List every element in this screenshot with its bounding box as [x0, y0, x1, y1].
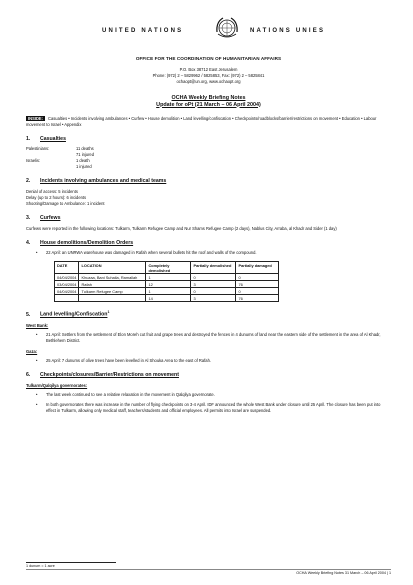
tulkarm-qalqilya-label: Tulkarm/Qalqilya governorates: — [26, 382, 88, 388]
col-completely-demolished: Completely demolished — [146, 262, 191, 274]
table-total-row: 14 3 76 — [55, 295, 279, 302]
address-line: P.O. Box 38712 East Jerusalem — [179, 67, 238, 72]
inside-summary — [26, 116, 391, 128]
bullet-icon: • — [36, 250, 38, 255]
section-heading-ambulances: 2. Incidents involving ambulances and medical teams — [26, 178, 167, 184]
un-name-english: UNITED NATIONS — [102, 28, 184, 34]
bullet-icon: • — [36, 401, 38, 407]
demolition-bullet: • 22 April: an UNRWA warehouse was damaged in Rafah when several bullets hit the roof and walls of the compound. — [36, 250, 257, 255]
west-bank-label: West Bank: — [26, 322, 49, 328]
letterhead — [26, 14, 391, 54]
checkpoint-bullet: • The last week continued to see a relative relaxation in the movement in Qalqilya governorate. — [36, 391, 215, 397]
bullet-icon: • — [36, 391, 38, 397]
page-footer: OCHA Weekly Briefing Notes 31 March – 06 April 2004 | 1 — [296, 571, 391, 575]
section-title: Incidents involving ambulances and medical teams — [40, 178, 167, 184]
footnote-marker: 1 — [107, 310, 110, 314]
table-row: 04/04/2004 Khuzaa, Bani Suhaila, Ramallah 1 0 0 — [55, 274, 279, 281]
un-name-french: NATIONS UNIES — [250, 28, 326, 34]
section-title: House demolitions/Demolition Orders — [40, 240, 134, 246]
contact-line: ochaopt@un.org, www.ochaopt.org — [176, 79, 241, 84]
bullet-icon: • — [36, 357, 38, 363]
section-heading-casualties: 1. Casualties — [26, 136, 66, 142]
col-partially-damaged: Partially damaged — [236, 262, 279, 274]
shooting-incidents: Shooting/Damage to Ambulance: 1 incident — [26, 201, 105, 206]
un-emblem-icon — [213, 14, 241, 42]
section-heading-demolitions: 4. House demolitions/Demolition Orders — [26, 240, 134, 246]
col-location: LOCATION — [79, 262, 146, 274]
casualties-list — [26, 146, 391, 170]
delay-incidents: Delay (up to 2 hours): 6 incidents — [26, 195, 87, 200]
palestinian-injured: 71 injured — [76, 152, 94, 157]
title-line-2: Update for oPt (21 March – 06 April 2004) — [156, 101, 261, 108]
footer-text: OCHA Weekly Briefing Notes 31 March – 06 April 2004 — [296, 571, 386, 575]
israeli-deaths: 1 death — [76, 158, 90, 163]
inside-tag: INSIDE: — [28, 116, 44, 121]
west-bank-bullet: • 21 April: Settlers from the settlement of Elon Moreh cut fruit and grape trees and destroyed the fences in 4 dunums of land near the eastern side of the settlement in the area of Al Khadr, Bethlehem District. — [36, 331, 381, 343]
title-line-1: OCHA Weekly Briefing Notes — [171, 95, 246, 101]
col-partially-demolished: Partially demolished — [191, 262, 236, 274]
table-row: 04/04/2004 Tulkarm Refugee Camp 1 0 0 — [55, 288, 279, 295]
gaza-label: Gaza: — [26, 348, 38, 354]
section-heading-curfews: 3. Curfews — [26, 215, 61, 221]
palestinian-deaths: 11 deaths — [76, 146, 94, 151]
denial-of-access: Denial of access: 5 incidents — [26, 189, 78, 194]
demolitions-table — [54, 261, 279, 302]
col-date: DATE — [55, 262, 79, 274]
address-block — [26, 67, 391, 85]
section-heading-checkpoints: 6. Checkpoints/closures/Barrier/Restrictions on movement — [26, 371, 179, 378]
gaza-bullet: • 25 April: 7 dunums of olive trees have been levelled in Al Shouka Area to the east of Rafah. — [36, 357, 211, 363]
office-name: OFFICE FOR THE COORDINATION OF HUMANITARIAN AFFAIRS — [135, 56, 282, 61]
document-title — [26, 95, 391, 108]
israelis-label: Israelis: — [26, 158, 41, 163]
table-row: 03/04/2004 Rafah 12 3 76 — [55, 281, 279, 288]
footnote-divider — [26, 562, 116, 563]
footnote: 1 dunum = 1 acre — [26, 564, 55, 568]
table-header-row — [55, 262, 279, 274]
inside-contents: Casualties • Incidents involving ambulances • Curfew • House demolition • Land levelling/confiscation • Checkpoints/roadblocks/barrier/restrictions on movement • Education • Labour movement to Israel • Appendix — [26, 116, 377, 127]
curfews-paragraph: Curfews were reported in the following locations: Tulkarm, Tulkarm Refugee Camp and Nur Shams Refugee Camp (2 days), Nablus City, Arraba, al Khadr and Sider (1 day) — [26, 226, 337, 231]
footer-divider — [26, 569, 391, 570]
phone-line: Phone: (972) 2 – 5829962 / 5825853, Fax: (972) 2 – 5825841 — [152, 73, 265, 78]
ambulance-incidents — [26, 189, 391, 207]
section-title: Casualties — [40, 136, 66, 142]
palestinians-label: Palestinians: — [26, 146, 50, 151]
section-heading-land: 5. Land levelling/Confiscation$^1$ — [26, 310, 110, 318]
checkpoint-bullet: • In both governorates there was increase in the number of flying checkpoints on 3-4 April. IDF announced the whole West Bank under closure until 25 April. The closure has been put into effect in Tulkarm, allowing only medical staff, teachers/students and official employees. All permits into Israel are suspended. — [36, 401, 381, 413]
bullet-icon: • — [36, 331, 38, 337]
section-title: Curfews — [40, 215, 61, 221]
section-title: Checkpoints/closures/Barrier/Restrictions on movement — [40, 371, 179, 378]
section-title: Land levelling/Confiscation — [40, 311, 108, 318]
page-number: 1 — [388, 571, 391, 575]
israeli-injured: 1 injured — [76, 164, 92, 169]
